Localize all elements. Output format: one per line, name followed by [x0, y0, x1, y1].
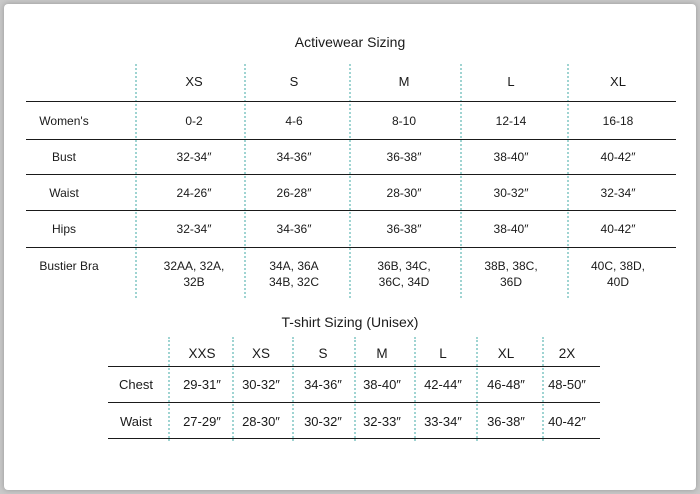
column-header: 2X [558, 346, 576, 361]
column-header: M [376, 346, 388, 361]
row-label: Chest [119, 377, 153, 392]
row-divider [26, 210, 676, 211]
row-label: Hips [51, 222, 76, 236]
table-cell: 30-32″ [493, 186, 529, 200]
table-cell: 34B, 32C [268, 275, 320, 289]
row-divider [26, 101, 676, 102]
column-header: XS [185, 74, 203, 89]
table-cell: 42-44″ [424, 377, 462, 392]
table-cell: 32-34″ [176, 222, 212, 236]
column-header: S [318, 346, 328, 361]
row-divider [26, 174, 676, 175]
row-divider [26, 139, 676, 140]
table-cell: 34-36″ [276, 150, 312, 164]
row-label: Bustier Bra [39, 259, 99, 273]
table-cell: 32-33″ [363, 414, 401, 429]
size-chart-card [4, 4, 696, 490]
table-cell: 32AA, 32A, [163, 259, 225, 273]
table-cell: 12-14 [495, 114, 527, 128]
table-cell: 40D [606, 275, 629, 289]
table-cell: 36-38″ [487, 414, 525, 429]
column-separator [135, 64, 137, 298]
table-cell: 28-30″ [386, 186, 422, 200]
table-cell: 38-40″ [493, 150, 529, 164]
table-cell: 36D [499, 275, 522, 289]
table-cell: 27-29″ [183, 414, 221, 429]
column-header: XL [497, 346, 515, 361]
table-cell: 34-36″ [276, 222, 312, 236]
row-divider [108, 366, 600, 367]
table-cell: 34A, 36A [269, 259, 319, 273]
table-cell: 36B, 34C, [377, 259, 431, 273]
table-cell: 40-42″ [600, 150, 636, 164]
row-label: Waist [49, 186, 79, 200]
table-cell: 32-34″ [600, 186, 636, 200]
table-cell: 24-26″ [176, 186, 212, 200]
row-divider [26, 247, 676, 248]
column-separator [349, 64, 351, 298]
table-cell: 32-34″ [176, 150, 212, 164]
column-header: XXS [188, 346, 216, 361]
table-cell: 36C, 34D [378, 275, 430, 289]
table-cell: 38B, 38C, [484, 259, 538, 273]
column-header: L [439, 346, 447, 361]
table-cell: 29-31″ [183, 377, 221, 392]
table-cell: 48-50″ [548, 377, 586, 392]
table-cell: 16-18 [602, 114, 634, 128]
column-header: L [507, 74, 515, 89]
table-cell: 46-48″ [487, 377, 525, 392]
row-label: Waist [119, 414, 153, 429]
table-cell: 38-40″ [493, 222, 529, 236]
table-cell: 40-42″ [548, 414, 586, 429]
table-cell: 30-32″ [304, 414, 342, 429]
table-cell: 38-40″ [363, 377, 401, 392]
column-header: M [398, 74, 410, 89]
table-cell: 36-38″ [386, 222, 422, 236]
row-label: Women's [39, 114, 89, 128]
activewear-title: Activewear Sizing [294, 34, 406, 50]
row-label: Bust [51, 150, 76, 164]
column-header: S [289, 74, 299, 89]
table-cell: 26-28″ [276, 186, 312, 200]
table-cell: 28-30″ [242, 414, 280, 429]
table-cell: 30-32″ [242, 377, 280, 392]
table-cell: 40-42″ [600, 222, 636, 236]
table-cell: 32B [183, 275, 205, 289]
table-cell: 33-34″ [424, 414, 462, 429]
row-divider [108, 402, 600, 403]
table-cell: 0-2 [185, 114, 203, 128]
tshirt-title: T-shirt Sizing (Unisex) [281, 314, 419, 330]
table-cell: 8-10 [391, 114, 417, 128]
table-cell: 36-38″ [386, 150, 422, 164]
row-divider [108, 438, 600, 439]
table-cell: 4-6 [285, 114, 303, 128]
column-header: XS [251, 346, 270, 361]
table-cell: 40C, 38D, [590, 259, 646, 273]
table-cell: 34-36″ [304, 377, 342, 392]
column-header: XL [610, 74, 626, 89]
